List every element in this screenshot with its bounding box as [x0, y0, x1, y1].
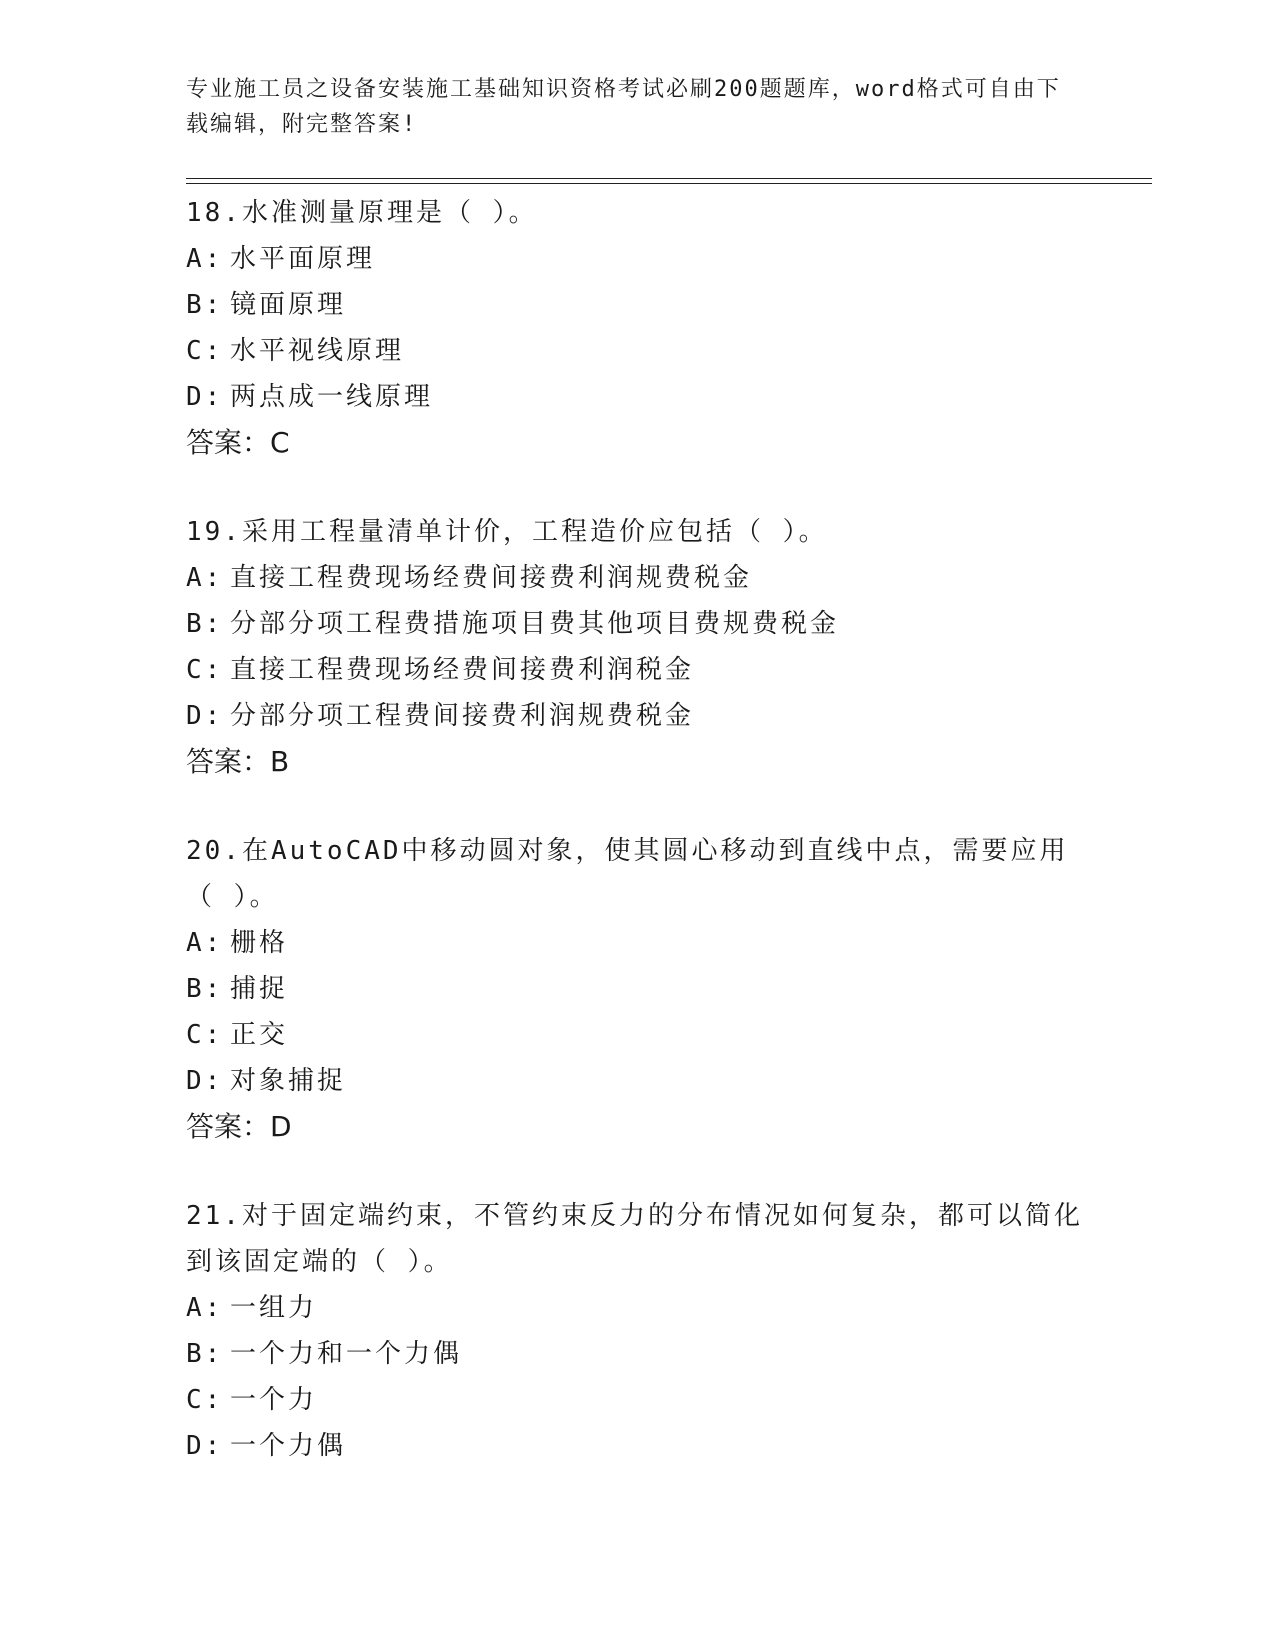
option-text: 镜面原理: [230, 290, 347, 320]
question-list: [186, 190, 1086, 1512]
answer-line: 答案：B: [186, 745, 290, 778]
option-a: [186, 920, 1086, 966]
question-21: [186, 1193, 1086, 1469]
option-key: A:: [186, 928, 224, 958]
question-stem: 19.采用工程量清单计价，工程造价应包括（ ）。: [186, 517, 828, 547]
question-19: [186, 509, 1086, 785]
option-a: [186, 555, 1086, 601]
option-a: [186, 1285, 1086, 1331]
option-text: 两点成一线原理: [230, 382, 434, 412]
option-text: 一组力: [230, 1293, 318, 1323]
option-key: C:: [186, 1385, 224, 1415]
option-d: [186, 374, 1086, 420]
option-b: [186, 601, 1086, 647]
option-c: [186, 1377, 1086, 1423]
answer-line: 答案：D: [186, 1110, 292, 1143]
option-text: 对象捕捉: [230, 1066, 347, 1096]
option-text: 正交: [230, 1020, 289, 1050]
option-key: D:: [186, 701, 224, 731]
header-divider-bottom: [186, 183, 1152, 184]
option-text: 捕捉: [230, 974, 289, 1004]
answer-line: 答案：C: [186, 426, 290, 459]
document-header: 专业施工员之设备安装施工基础知识资格考试必刷200题题库，word格式可自由下载编辑，附完整答案!: [186, 77, 1061, 137]
option-text: 一个力和一个力偶: [230, 1339, 463, 1369]
option-text: 水平视线原理: [230, 336, 405, 366]
option-key: B:: [186, 290, 224, 320]
option-key: A:: [186, 563, 224, 593]
option-text: 分部分项工程费间接费利润规费税金: [230, 701, 695, 731]
option-c: [186, 647, 1086, 693]
option-c: [186, 328, 1086, 374]
option-b: [186, 1331, 1086, 1377]
header-divider-top: [186, 178, 1152, 179]
option-text: 栅格: [230, 928, 289, 958]
option-b: [186, 966, 1086, 1012]
question-stem: 18.水准测量原理是（ ）。: [186, 198, 538, 228]
option-key: C:: [186, 336, 224, 366]
option-d: [186, 693, 1086, 739]
question-20: [186, 828, 1086, 1150]
option-text: 水平面原理: [230, 244, 376, 274]
option-key: C:: [186, 655, 224, 685]
option-d: [186, 1058, 1086, 1104]
option-text: 一个力: [230, 1385, 318, 1415]
option-key: B:: [186, 1339, 224, 1369]
option-key: A:: [186, 1293, 224, 1323]
option-c: [186, 1012, 1086, 1058]
option-d: [186, 1423, 1086, 1469]
option-key: D:: [186, 1431, 224, 1461]
option-key: B:: [186, 974, 224, 1004]
option-text: 分部分项工程费措施项目费其他项目费规费税金: [230, 609, 840, 639]
option-key: A:: [186, 244, 224, 274]
option-key: D:: [186, 1066, 224, 1096]
option-key: C:: [186, 1020, 224, 1050]
option-b: [186, 282, 1086, 328]
option-text: 直接工程费现场经费间接费利润规费税金: [230, 563, 753, 593]
question-stem: 20.在AutoCAD中移动圆对象，使其圆心移动到直线中点，需要应用（ ）。: [186, 836, 1069, 912]
question-18: [186, 190, 1086, 466]
option-a: [186, 236, 1086, 282]
option-key: B:: [186, 609, 224, 639]
option-text: 直接工程费现场经费间接费利润税金: [230, 655, 695, 685]
option-text: 一个力偶: [230, 1431, 347, 1461]
question-stem: 21.对于固定端约束，不管约束反力的分布情况如何复杂，都可以简化到该固定端的（ ）。: [186, 1201, 1083, 1277]
option-key: D:: [186, 382, 224, 412]
